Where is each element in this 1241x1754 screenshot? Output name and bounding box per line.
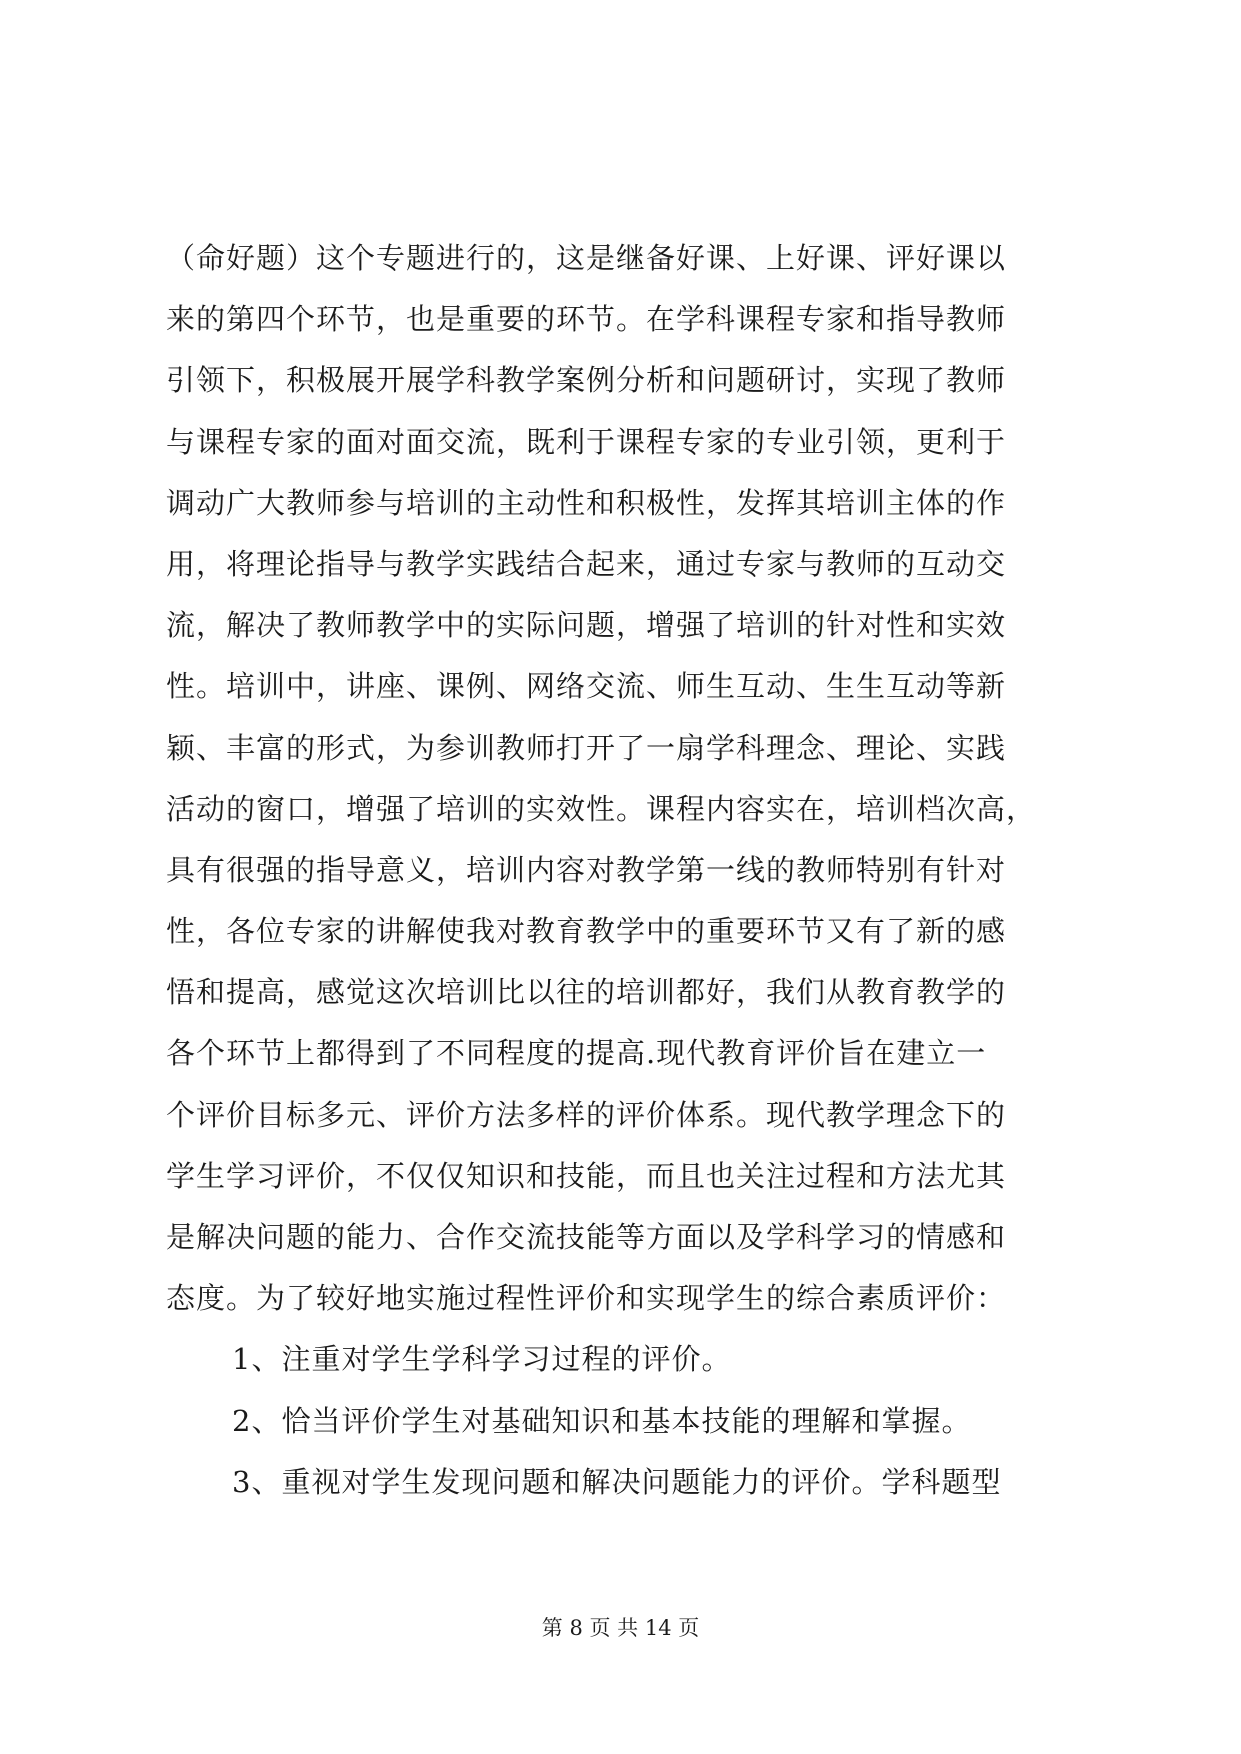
list-item: 2、恰当评价学生对基础知识和基本技能的理解和掌握。: [232, 1403, 972, 1438]
paragraph-line: 态度。为了较好地实施过程性评价和实现学生的综合素质评价：: [166, 1281, 1007, 1316]
paragraph-line: 具有很强的指导意义，培训内容对教学第一线的教师特别有针对: [166, 852, 1007, 887]
paragraph-line: 与课程专家的面对面交流，既利于课程专家的专业引领，更利于: [166, 424, 1007, 459]
paragraph-line: 来的第四个环节，也是重要的环节。在学科课程专家和指导教师: [166, 302, 1007, 337]
paragraph-line: 性。培训中，讲座、课例、网络交流、师生互动、生生互动等新: [166, 669, 1007, 704]
paragraph-line: 颖、丰富的形式，为参训教师打开了一扇学科理念、理论、实践: [166, 730, 1007, 765]
paragraph-line: 活动的窗口，增强了培训的实效性。课程内容实在，培训档次高，: [166, 791, 1037, 826]
paragraph-line: 用，将理论指导与教学实践结合起来，通过专家与教师的互动交: [166, 546, 1007, 581]
paragraph-line: 引领下，积极展开展学科教学案例分析和问题研讨，实现了教师: [166, 363, 1007, 398]
paragraph-line: 调动广大教师参与培训的主动性和积极性，发挥其培训主体的作: [166, 485, 1007, 520]
list-item: 3、重视对学生发现问题和解决问题能力的评价。学科题型: [232, 1464, 1002, 1499]
paragraph-line: 各个环节上都得到了不同程度的提高.现代教育评价旨在建立一: [166, 1036, 987, 1071]
body-text: [166, 228, 1086, 1513]
page-number-footer: 第 8 页 共 14 页: [541, 1616, 700, 1640]
paragraph-line: 个评价目标多元、评价方法多样的评价体系。现代教学理念下的: [166, 1097, 1007, 1132]
paragraph-line: 是解决问题的能力、合作交流技能等方面以及学科学习的情感和: [166, 1220, 1007, 1254]
paragraph-line: 性，各位专家的讲解使我对教育教学中的重要环节又有了新的感: [166, 914, 1007, 949]
paragraph-line: 悟和提高，感觉这次培训比以往的培训都好，我们从教育教学的: [166, 975, 1007, 1010]
paragraph-line: 学生学习评价，不仅仅知识和技能，而且也关注过程和方法尤其: [166, 1158, 1007, 1193]
paragraph-line: （命好题）这个专题进行的，这是继备好课、上好课、评好课以: [166, 241, 1007, 275]
paragraph-line: 流，解决了教师教学中的实际问题，增强了培训的针对性和实效: [166, 608, 1007, 643]
list-item: 1、注重对学生学科学习过程的评价。: [232, 1342, 732, 1377]
